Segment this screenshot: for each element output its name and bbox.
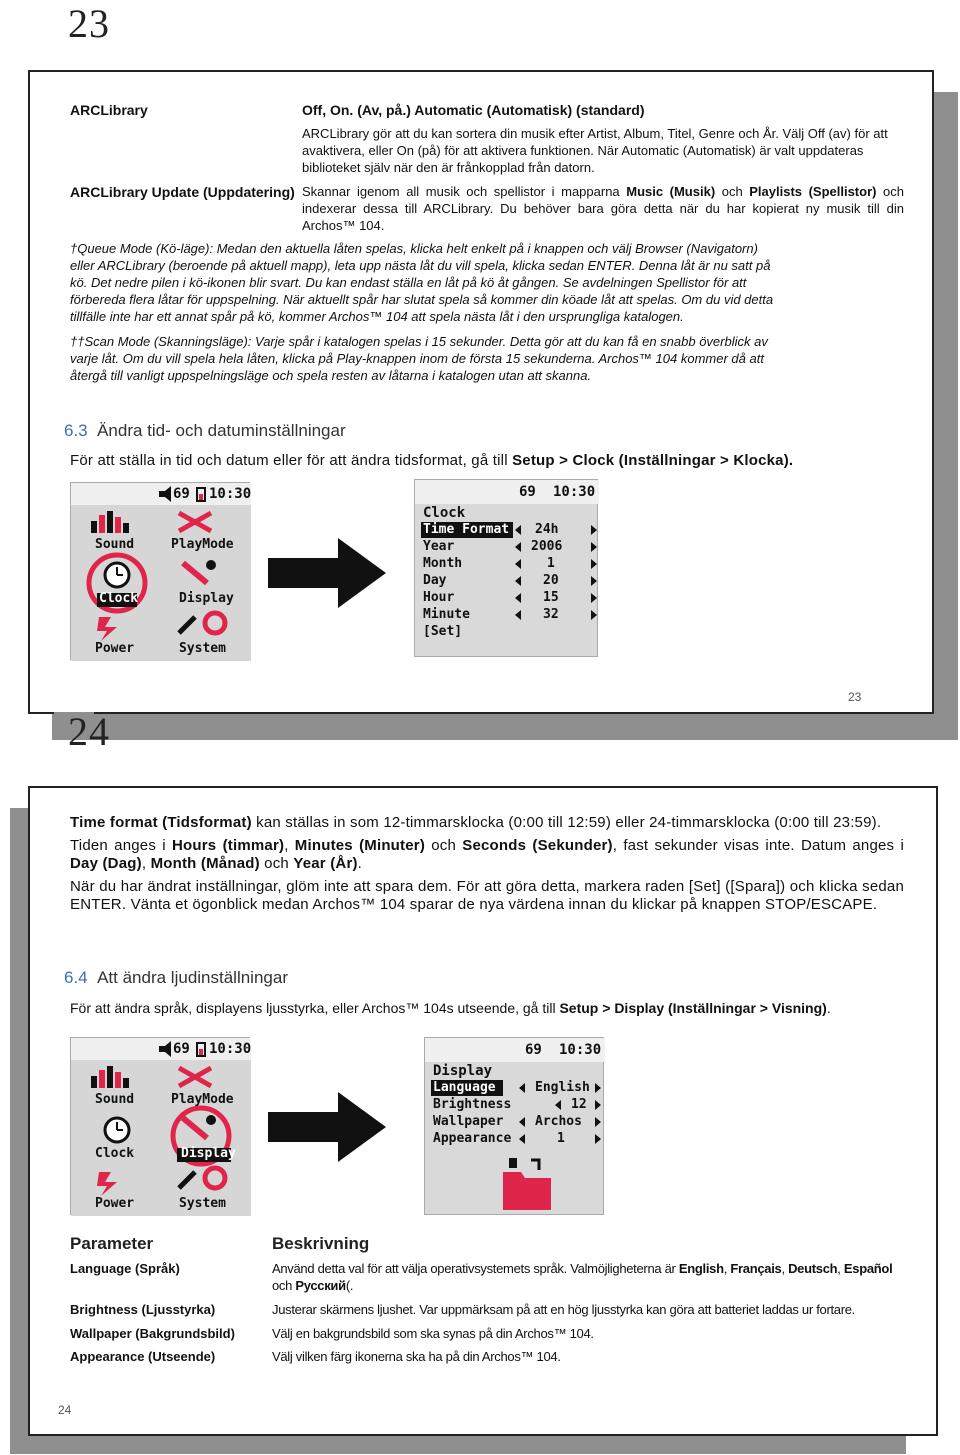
clock-row-set[interactable]: [Set] [423, 624, 463, 639]
lang-english: English [678, 1261, 724, 1276]
device-clock: 10:30 [209, 1041, 252, 1057]
time-format-term: Time format (Tidsformat) [70, 814, 252, 831]
menu-playmode: PlayMode [171, 1092, 234, 1107]
lang-espanol: Español [843, 1261, 893, 1276]
seconds-term: Seconds (Sekunder) [462, 837, 613, 854]
section-title: Ändra tid- och datuminställningar [97, 421, 346, 440]
display-intro-text: För att ändra språk, displayens ljusstyrka, eller Archos™ 104s utseende, gå till [70, 1000, 560, 1016]
display-arrows-and-folder [425, 1038, 605, 1216]
device-clock: 10:30 [553, 484, 596, 500]
clock-row-year[interactable]: Year [423, 539, 455, 554]
clock-row-minute[interactable]: Minute [423, 607, 470, 622]
lang-russian: Pусский [295, 1278, 346, 1293]
section-number: 6.4 [64, 968, 88, 987]
section-title: Att ändra ljudinställningar [97, 968, 288, 987]
year-term: Year (År) [293, 855, 358, 872]
save-settings-paragraph: När du har ändrat inställningar, glöm inte att spara dem. För att göra detta, markera raden [Set] ([Spara]) och klicka sedan ENTER. Vänta et ögonblick medan Archos™ 104 sparar de nya värdena innan du klickar på knappen STOP/ESCAPE. [70, 878, 904, 913]
section-6-3-heading [64, 421, 346, 441]
param-brightness: Brightness (Ljusstyrka) [70, 1302, 216, 1317]
clock-arrows [415, 480, 599, 658]
desc-wallpaper: Välj en bakgrundsbild som ska synas på din Archos™ 104. [272, 1326, 594, 1341]
time-format-text: kan ställas in som 12-timmarsklocka (0:00 till 12:59) eller 24-timmarsklocka (0:00 till 23:59). [251, 814, 882, 831]
table-header-description: Beskrivning [272, 1234, 370, 1253]
device-menu-screen-clock [70, 482, 250, 660]
clock-value-day: 20 [543, 573, 559, 588]
device-clock: 10:30 [559, 1042, 602, 1058]
display-screen-title: Display [433, 1063, 493, 1079]
menu-system: System [179, 1196, 226, 1211]
device-menu-graphic [71, 1038, 251, 1216]
clock-screen-title: Clock [423, 505, 466, 521]
table-header-parameter: Parameter [70, 1234, 154, 1253]
menu-power: Power [95, 1196, 135, 1211]
sep: , [723, 1261, 731, 1276]
time-units-paragraph [70, 837, 904, 873]
time-units-text: Tiden anges i [70, 837, 173, 854]
display-row-wallpaper[interactable]: Wallpaper [433, 1114, 504, 1129]
display-row-brightness[interactable]: Brightness [433, 1097, 512, 1112]
display-row-language[interactable]: Language [433, 1080, 496, 1095]
day-term: Day (Dag) [70, 855, 142, 872]
menu-system: System [179, 641, 226, 656]
display-intro [70, 999, 831, 1017]
param-appearance: Appearance (Utseende) [70, 1349, 216, 1364]
clock-row-time-format[interactable]: Time Format [423, 522, 510, 537]
comma: , [141, 855, 151, 872]
comma: , [284, 837, 295, 854]
page-number-top-24: 24 [68, 709, 110, 754]
och: och [425, 837, 463, 854]
sep: , [781, 1261, 789, 1276]
display-value-wallpaper: Archos [535, 1114, 582, 1129]
lang-end: (. [345, 1278, 354, 1293]
page-number-footer-23: 23 [848, 690, 862, 704]
display-row-appearance[interactable]: Appearance [433, 1131, 512, 1146]
period: . [357, 855, 363, 872]
time-units-text-2: , fast sekunder visas inte. Datum anges i [612, 837, 904, 854]
arclibrary-options: Off, On. (Av, på.) Automatic (Automatisk) (standard) [302, 102, 645, 118]
menu-sound: Sound [95, 537, 135, 552]
arclibrary-update-label: ARCLibrary Update (Uppdatering) [70, 184, 295, 200]
menu-playmode: PlayMode [171, 537, 234, 552]
page-number-footer-24: 24 [58, 1403, 72, 1417]
menu-display: Display [179, 591, 234, 606]
device-status-number: 69 [525, 1042, 542, 1058]
device-display-screen [424, 1037, 604, 1215]
update-desc-part1: Skannar igenom all musik och spellistor i mapparna [302, 184, 627, 199]
display-value-language: English [535, 1080, 590, 1095]
queue-mode-note: †Queue Mode (Kö-läge): Medan den aktuella låten spelas, klicka helt enkelt på i knappen och välj Browser (Navigatorn) eller ARCLibrary (beroende på aktuell mapp), leta upp nästa låt du vill spela, klicka sedan ENTER. Denna låt är nu satt på kö. Det nedre pilen i kö-ikonen blir svart. Du kan endast ställa en låt på kö åt gången. Se avdelningen Spellistor för att förbereda flera låtar för uppspelning. När aktuellt spår har slutat spela så kommer din köade låt att spelas. Om du vid detta tillfälle inte har ett annat spår på kö, kommer Archos™ 104 att spela nästa låt i den ursprungliga katalogen. [70, 241, 774, 324]
menu-sound: Sound [95, 1092, 135, 1107]
clock-value-month: 1 [547, 556, 555, 571]
menu-clock[interactable]: Clock [99, 591, 139, 606]
arclibrary-update-description [302, 183, 904, 234]
menu-power: Power [95, 641, 135, 656]
desc-brightness: Justerar skärmens ljushet. Var uppmärksam på att en hög ljusstyrka kan göra att batteriet laddas ur fortare. [272, 1302, 855, 1317]
music-folder: Music (Musik) [626, 184, 716, 199]
page-number-top-23: 23 [68, 1, 110, 46]
playlists-folder: Playlists (Spellistor) [749, 184, 877, 199]
param-wallpaper: Wallpaper (Bakgrundsbild) [70, 1326, 235, 1341]
clock-intro [70, 452, 793, 470]
display-value-appearance: 1 [557, 1131, 565, 1146]
desc-appearance: Välj vilken färg ikonerna ska ha på din Archos™ 104. [272, 1349, 561, 1364]
arclibrary-description [302, 125, 904, 176]
och: och [259, 855, 294, 872]
clock-intro-text: För att ställa in tid och datum eller för att ändra tidsformat, gå till [70, 452, 513, 469]
device-status-number: 69 [173, 1041, 190, 1057]
clock-menu-path: Setup > Clock (Inställningar > Klocka). [512, 452, 794, 469]
device-clock-screen [414, 479, 598, 657]
month-term: Month (Månad) [150, 855, 260, 872]
arrow-right-icon [268, 538, 388, 608]
param-language: Language (Språk) [70, 1261, 180, 1276]
clock-value-time-format: 24h [535, 522, 559, 537]
update-och: och [715, 184, 750, 199]
clock-row-day[interactable]: Day [423, 573, 447, 588]
sep: , [837, 1261, 844, 1276]
clock-value-hour: 15 [543, 590, 559, 605]
device-menu-graphic [71, 483, 251, 661]
display-menu-path: Setup > Display (Inställningar > Visning) [559, 1000, 827, 1016]
device-status-number: 69 [519, 484, 536, 500]
menu-display[interactable]: Display [181, 1146, 236, 1161]
minutes-term: Minutes (Minuter) [294, 837, 426, 854]
device-clock: 10:30 [209, 486, 252, 502]
device-status-number: 69 [173, 486, 190, 502]
clock-row-hour[interactable]: Hour [423, 590, 455, 605]
update-desc-part2: och indexerar dessa till ARCLibrary. Du behöver bara göra detta när du har kopierat ny musik till din Archos™ 104. [302, 184, 904, 233]
arrow-right-icon [268, 1092, 388, 1162]
display-value-brightness: 12 [571, 1097, 587, 1112]
desc-language-text: Använd detta val för att välja operativsystemets språk. Valmöjligheterna är [272, 1261, 679, 1276]
menu-clock: Clock [95, 1146, 135, 1161]
device-menu-screen-display [70, 1037, 250, 1215]
desc-language [272, 1260, 912, 1294]
scan-mode-note: ††Scan Mode (Skanningsläge): Varje spår i katalogen spelas i 15 sekunder. Detta gör att du kan få en snabb överblick av varje låt. Om du vill spela hela låten, klicka på Play-knappen inom de första 15 sekunderna. Archos™ 104 kommer då att återgå till vanligt uppspelningsläge och spela resten av låtarna i katalogen utan att skanna. [70, 334, 768, 383]
och: och [272, 1278, 296, 1293]
lang-deutsch: Deutsch [788, 1261, 838, 1276]
clock-row-month[interactable]: Month [423, 556, 463, 571]
section-number: 6.3 [64, 421, 88, 440]
lang-francais: Français [730, 1261, 782, 1276]
period: . [826, 1000, 831, 1016]
time-format-paragraph [70, 814, 904, 832]
section-6-4-heading [64, 968, 288, 988]
hours-term: Hours (timmar) [172, 837, 285, 854]
clock-value-minute: 32 [543, 607, 559, 622]
arclibrary-desc-text: ARCLibrary gör att du kan sortera din musik efter Artist, Album, Titel, Genre och År. Välj Off (av) för att avaktivera, eller On (på) för att aktivera funktionen. När Automatic (Automatisk) är valt uppdateras biblioteket själv när den är frånkopplad från datorn. [302, 126, 888, 175]
arclibrary-label: ARCLibrary [70, 102, 148, 118]
clock-value-year: 2006 [531, 539, 563, 554]
